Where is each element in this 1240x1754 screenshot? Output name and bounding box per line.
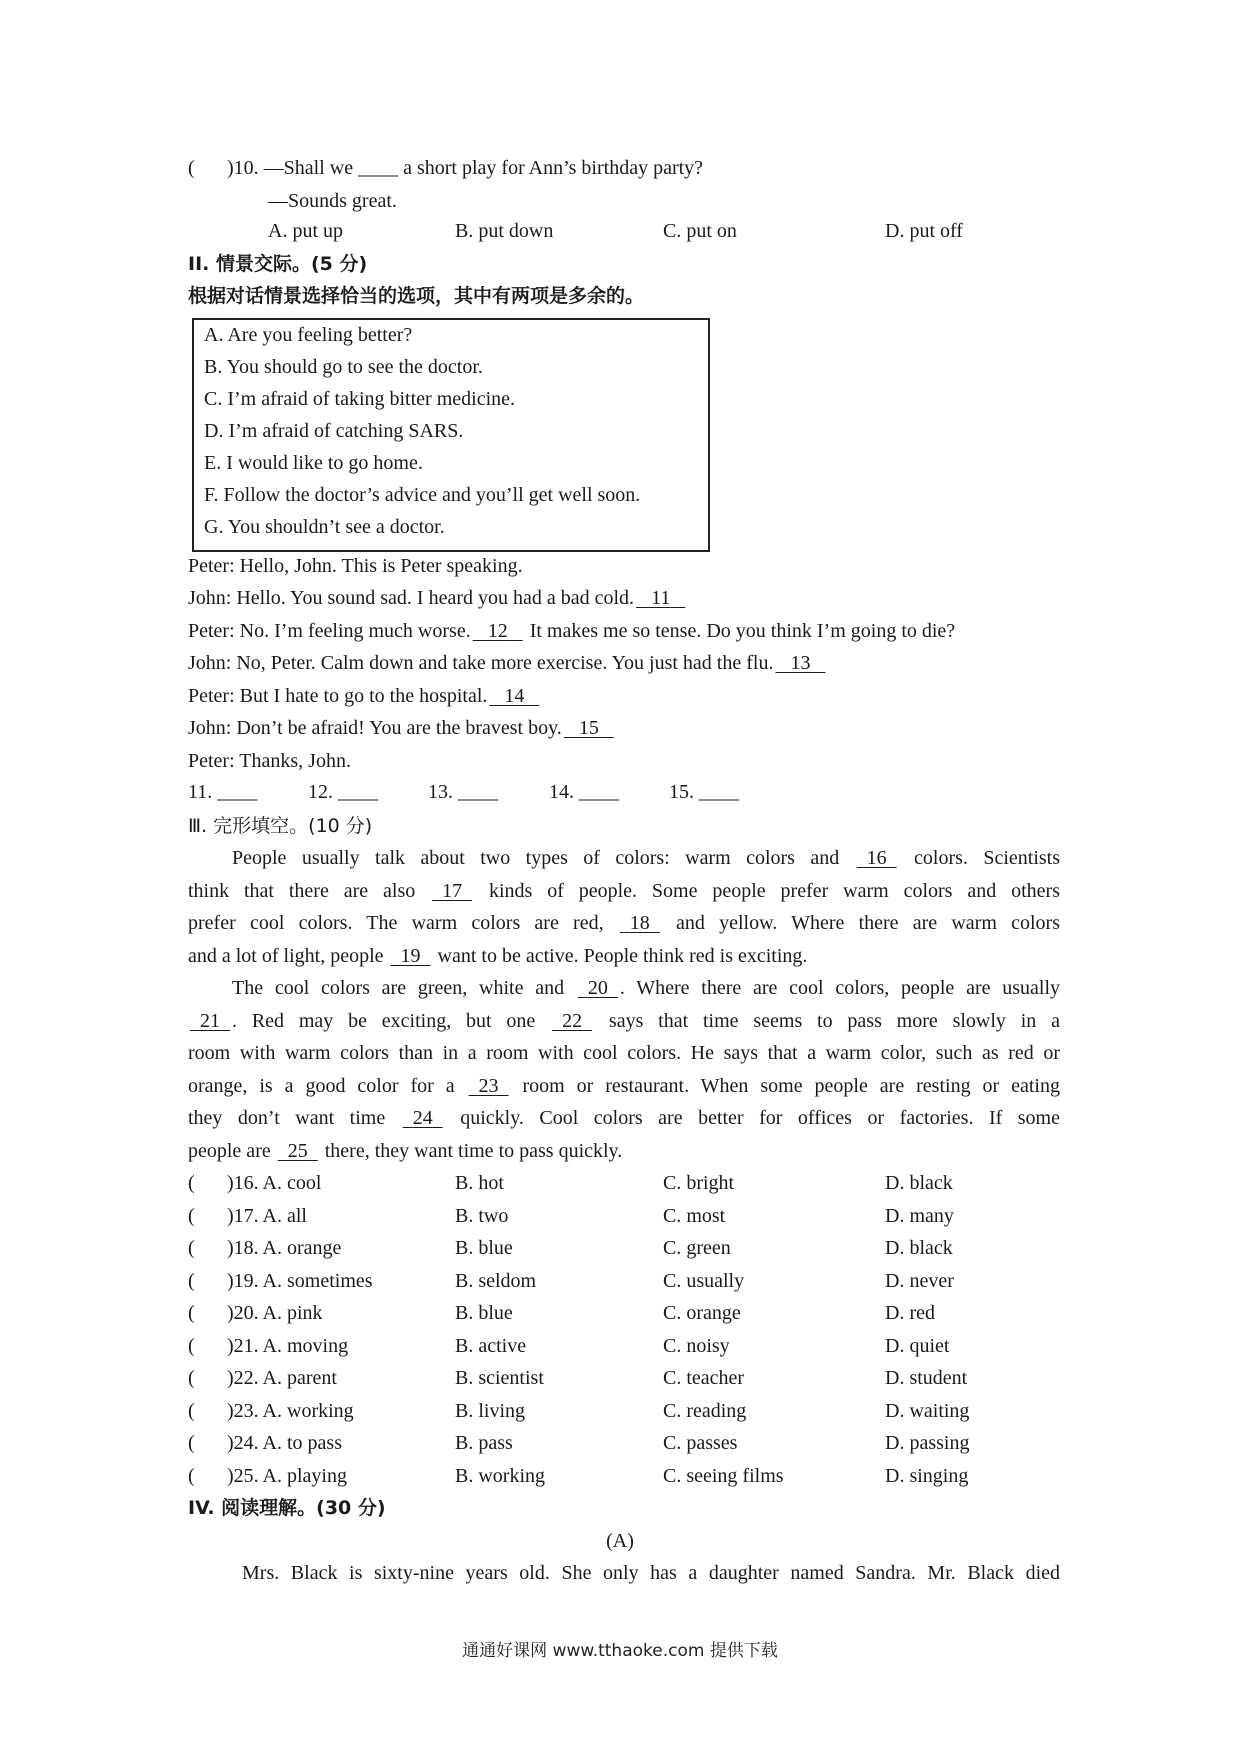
dialogue-line: John: No, Peter. Calm down and take more exercise. You just had the flu. 13 (188, 651, 827, 675)
passage-line: 21 . Red may be exciting, but one 22 says that time seems to pass more slowly in a (200, 1010, 1060, 1032)
reading-part-label: (A) (606, 1530, 634, 1552)
passage-line: room with warm colors than in a room with cool colors. He says that a warm color, such as red or (188, 1042, 1060, 1064)
passage-line: and a lot of light, people 19 want to be active. People think red is exciting. (188, 945, 808, 967)
dialogue-line: Peter: Thanks, John. (188, 750, 351, 772)
passage-line: they don’t want time 24 quickly. Cool colors are better for offices or factories. If some (188, 1107, 1060, 1129)
question-10-stem: )10. —Shall we ____ a short play for Ann’s birthday party? (227, 157, 704, 179)
blank: 15 (578, 717, 599, 739)
answer-slot: 13. ____ (428, 781, 498, 803)
blank: 13 (790, 652, 811, 674)
options-box (192, 318, 710, 552)
dialogue-line: John: Don’t be afraid! You are the bravest boy. 15 (188, 716, 616, 740)
question-10-response: —Sounds great. (268, 190, 397, 212)
passage-line: people are 25 there, they want time to pass quickly. (188, 1140, 623, 1162)
passage-line: The cool colors are green, white and 20 . Where there are cool colors, people are usually (232, 977, 1061, 999)
blank: 14 (504, 685, 525, 707)
answer-paren: ( (188, 157, 195, 179)
box-option: E. I would like to go home. (204, 452, 423, 474)
reading-first-line: Mrs. Black is sixty-nine years old. She only has a daughter named Sandra. Mr. Black died (242, 1562, 1060, 1584)
option-c: C. put on (663, 220, 737, 242)
blank: 11 (651, 587, 671, 609)
answer-slot: 14. ____ (549, 781, 619, 803)
box-option: D. I’m afraid of catching SARS. (204, 420, 464, 442)
passage-line: orange, is a good color for a 23 room or restaurant. When some people are resting or eating (188, 1075, 1060, 1097)
answer-slot: 15. ____ (669, 781, 739, 803)
section-3-heading: Ⅲ. 完形填空。(10 分) (188, 815, 373, 837)
passage-line: People usually talk about two types of colors: warm colors and 16 colors. Scientists (232, 847, 1061, 869)
box-option: G. You shouldn’t see a doctor. (204, 516, 445, 538)
section-2-heading: II. 情景交际。(5 分) (188, 253, 368, 275)
box-option: A. Are you feeling better? (204, 324, 413, 346)
dialogue-line: Peter: But I hate to go to the hospital. 14 (188, 684, 541, 708)
answer-slot: 12. ____ (308, 781, 378, 803)
option-a: A. put up (268, 220, 343, 242)
box-option: C. I’m afraid of taking bitter medicine. (204, 388, 516, 410)
dialogue-line: Peter: Hello, John. This is Peter speaking. (188, 555, 523, 577)
section-2-instruction: 根据对话情景选择恰当的选项，其中有两项是多余的。 (188, 285, 645, 307)
passage-line: think that there are also 17 kinds of people. Some people prefer warm colors and others (188, 880, 1060, 902)
exam-page: ( )10. —Shall we ____ a short play for Ann’s birthday party? —Sounds great. A. put up B. put down C. put on D. put off II. 情景交际。(5 分) 根据对话情景选择恰当的选项，其中有两项是多余的。 A. Are you feeling better? B. You should go to see the doctor. C. I’m afraid of taking bitter medicine. D. I’m afraid of catching SARS. E. I would like to go home. F. Follow the doctor’s advice and you’ll get well soon. G. You shouldn’t see a doctor. Peter: Hello, John. This is Peter speaking. John: Hello. You sound sad. I heard you had a bad cold. 11 Peter: No. I’m feeling much worse. 12 It makes me so tense. Do you think I’m going to die? John: No, Peter. Calm down and take more exercise. You just had the flu. 13 Peter: But I hate to go to the hospital. 14 John: Don’t be afraid! You are the bravest boy. 15 Peter: Thanks, John. 11. ____ 12. ____ 13. ____ 14. ____ 15. ____ Ⅲ. 完形填空。(10 分) People usually talk about two types of colors: warm colors and 16 colors. Scientists think that there are also 17 kinds of people. Some people prefer warm colors and others prefer cool colors. The warm colors are red, 18 and yellow. Where there are warm colors and a lot of light, people 19 want to be active. People think red is exciting. The cool colors are green, white and 20 . Where there are cool colors, people are usually 21 . Red may be exciting, but one 22 says that time seems to pass more slowly in a room with warm colors than in a room with cool colors. He says that a warm color, such as red or orange, is a good color for a 23 room or restaurant. When some people are resting or eating they don’t want time 24 quickly. Cool colors are better for offices or factories. If some people are 25 there, they want time to pass quickly. ( )16. A. cool B. hot C. bright D. black ( )17. A. all B. two C. most D. many ( )18. A. orange B. blue C. green D. black ( )19. A. sometimes B. seldom C. usually D. never ( )20. A. pink B. blue C. orange D. red ( )21. A. moving B. active C. noisy D. quiet ( )22. A. parent B. scientist C. teacher D. student ( )23. A. working B. living C. reading D. waiting ( )24. A. to pass B. pass C. passes D. passing ( )25. A. playing B. working C. seeing films D. singing IV. 阅读理解。(30 分) (A) Mrs. Black is sixty-nine years old. She only has a daughter named Sandra. Mr. Black died 通通好课网 www.tthaoke.com 提供下载 (0, 0, 1240, 1754)
box-option: F. Follow the doctor’s advice and you’ll get well soon. (204, 484, 641, 506)
section-4-heading: IV. 阅读理解。(30 分) (188, 1497, 386, 1519)
box-option: B. You should go to see the doctor. (204, 356, 483, 378)
answer-slot: 11. ____ (188, 781, 258, 803)
blank: 12 (487, 620, 508, 642)
dialogue-line: John: Hello. You sound sad. I heard you had a bad cold. 11 (188, 586, 687, 610)
footer-watermark: 通通好课网 www.tthaoke.com 提供下载 (462, 1641, 778, 1661)
dialogue-line: Peter: No. I’m feeling much worse. 12 It makes me so tense. Do you think I’m going to die? (188, 620, 956, 642)
option-b: B. put down (455, 220, 554, 242)
passage-line: prefer cool colors. The warm colors are red, 18 and yellow. Where there are warm colors (188, 912, 1060, 934)
option-d: D. put off (885, 220, 963, 242)
